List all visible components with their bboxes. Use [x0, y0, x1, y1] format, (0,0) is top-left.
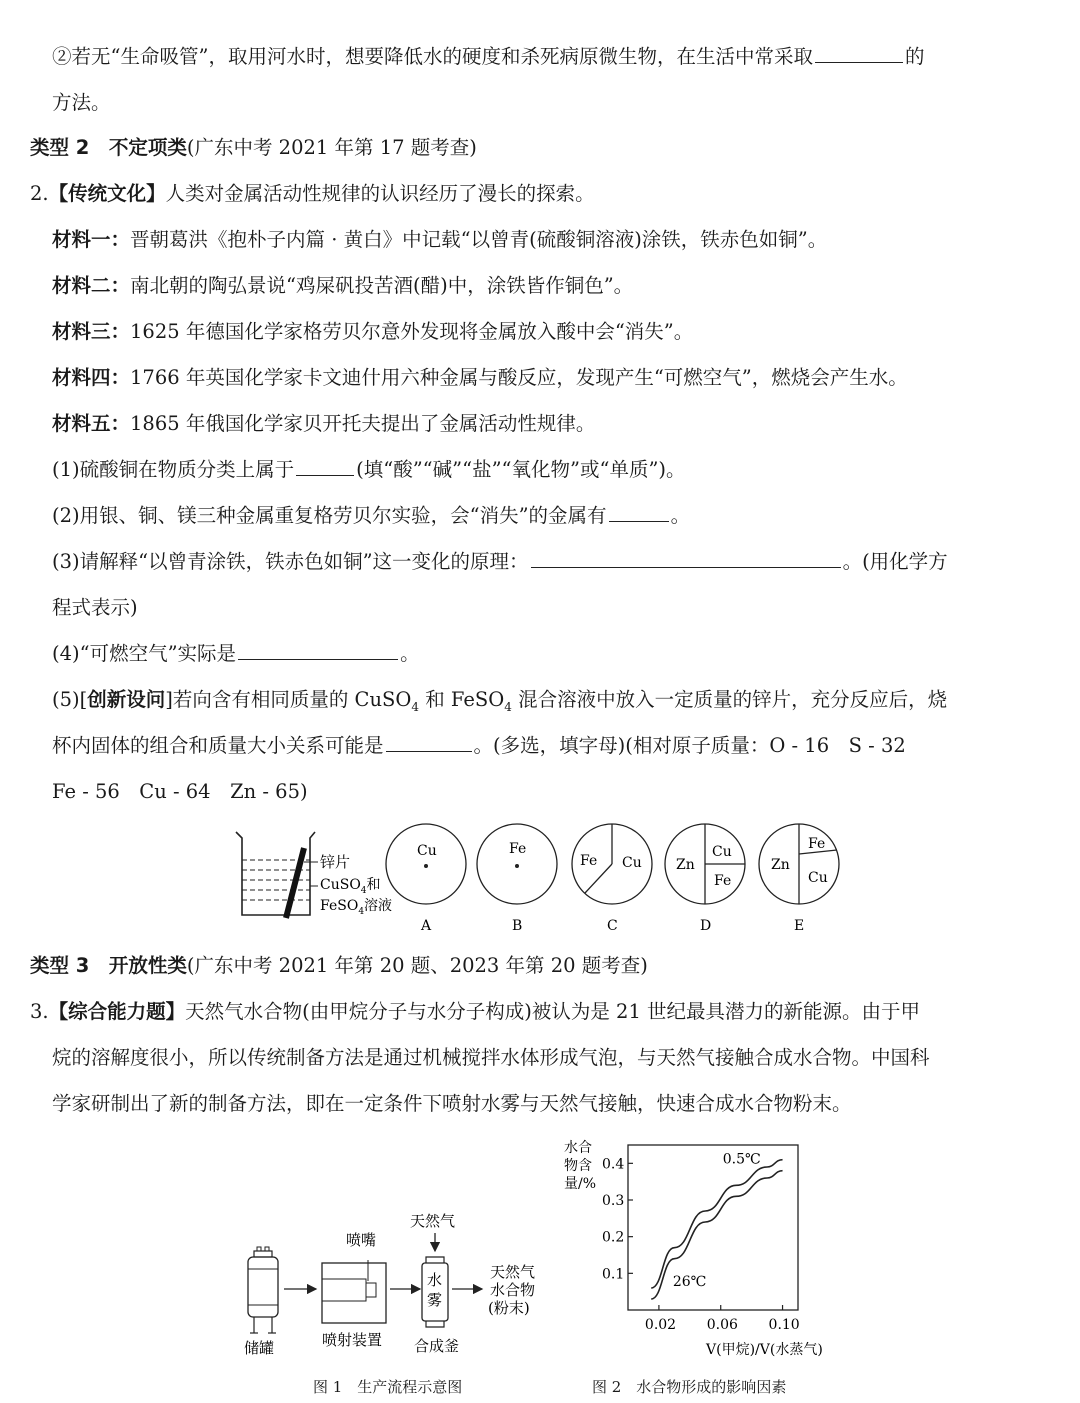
material-3: 材料三：1625 年德国化学家格劳贝尔意外发现将金属放入酸中会“消失”。 — [52, 320, 694, 343]
chart-y-label-line: 量/% — [564, 1176, 597, 1192]
figure-1-process-flow — [240, 1205, 560, 1395]
figure-2-caption: 图 2 水合物形成的影响因素 — [592, 1378, 787, 1396]
svg-text:Fe: Fe — [580, 853, 598, 869]
svg-text:Cu: Cu — [622, 855, 642, 871]
label-feso4: FeSO$_4$溶液 — [320, 898, 393, 917]
svg-text:E: E — [794, 918, 805, 934]
option-b-circle — [477, 824, 557, 934]
subquestion-5-masses: Fe - 56 Cu - 64 Zn - 65) — [52, 780, 308, 803]
chart-y-tick-label: 0.4 — [602, 1156, 625, 1173]
label-natural-gas: 天然气 — [410, 1212, 456, 1230]
chart-y-label-line: 物含 — [564, 1158, 592, 1174]
svg-text:Fe: Fe — [509, 841, 527, 857]
svg-text:B: B — [512, 918, 523, 934]
beaker-icon — [236, 832, 318, 918]
material-5: 材料五：1865 年俄国化学家贝开托夫提出了金属活动性规律。 — [52, 412, 596, 435]
svg-text:雾: 雾 — [427, 1291, 443, 1309]
label-reactor: 合成釜 — [414, 1337, 460, 1355]
svg-text:D: D — [700, 918, 712, 934]
label-product-3: (粉末) — [488, 1299, 530, 1317]
label-product-2: 水合物 — [490, 1281, 536, 1299]
sprayer-device-icon — [322, 1260, 386, 1323]
chart-x-tick-label: 0.06 — [706, 1317, 738, 1333]
label-cuso4: CuSO$_4$和 — [320, 877, 381, 896]
question-3-line-3: 学家研制出了新的制备方法，即在一定条件下喷射水雾与天然气接触，快速合成水合物粉末。 — [52, 1092, 852, 1115]
chart-axes — [628, 1145, 798, 1310]
svg-text:C: C — [607, 918, 618, 934]
figure-1-caption: 图 1 生产流程示意图 — [313, 1378, 463, 1396]
svg-text:Zn: Zn — [771, 857, 790, 873]
chart-y-tick-label: 0.1 — [602, 1266, 625, 1283]
option-c-circle — [572, 824, 652, 934]
chart-x-tick-label: 0.10 — [768, 1317, 800, 1333]
answer-blank[interactable] — [238, 641, 398, 660]
label-product-1: 天然气 — [490, 1263, 536, 1281]
figure-beaker-circles — [230, 820, 850, 935]
question-3-line-2: 烷的溶解度很小，所以传统制备方法是通过机械搅拌水体形成气泡，与天然气接触合成水合物。中国科 — [52, 1046, 930, 1069]
svg-text:Fe: Fe — [808, 836, 826, 852]
subquestion-5: (5)[创新设问]若向含有相同质量的 CuSO$_4$ 和 FeSO$_4$ 混合溶液中放入一定质量的锌片，充分反应后，烧 — [52, 688, 948, 714]
label-nozzle: 喷嘴 — [346, 1231, 377, 1249]
subquestion-2: (2)用银、铜、镁三种金属重复格劳贝尔实验，会“消失”的金属有 。 — [52, 504, 691, 527]
question-2-intro: 2.【传统文化】人类对金属活动性规律的认识经历了漫长的探索。 — [30, 182, 595, 205]
chart-series-label: 0.5℃ — [722, 1151, 761, 1168]
svg-text:Cu: Cu — [417, 843, 437, 859]
q1-line-2: 方法。 — [52, 91, 111, 114]
section-heading-type2: 类型 2 不定项类(广东中考 2021 年第 17 题考查) — [30, 136, 477, 159]
option-d-circle — [665, 824, 745, 934]
label-sprayer: 喷射装置 — [322, 1331, 383, 1349]
storage-tank-icon — [248, 1247, 278, 1333]
svg-text:水: 水 — [427, 1271, 443, 1289]
svg-text:Zn: Zn — [676, 857, 695, 873]
option-e-circle — [759, 824, 839, 934]
answer-blank[interactable] — [815, 44, 903, 63]
chart-series-line — [651, 1171, 782, 1299]
subquestion-3-cont: 程式表示) — [52, 596, 138, 619]
svg-text:Cu: Cu — [808, 870, 828, 886]
svg-text:Fe: Fe — [714, 873, 732, 889]
answer-blank[interactable] — [386, 733, 472, 752]
chart-y-label-line: 水合 — [564, 1140, 592, 1156]
answer-blank[interactable] — [609, 503, 669, 522]
subquestion-5-cont: 杯内固体的组合和质量大小关系可能是 。(多选，填字母)(相对原子质量：O - 16 S - 32 — [52, 734, 906, 757]
answer-blank[interactable] — [531, 549, 841, 568]
figure-2-chart — [556, 1132, 846, 1362]
label-tank: 储罐 — [244, 1339, 275, 1357]
material-4: 材料四：1766 年英国化学家卡文迪什用六种金属与酸反应，发现产生“可燃空气”，燃烧会产生水。 — [52, 366, 908, 389]
chart-x-tick-label: 0.02 — [644, 1317, 677, 1333]
subquestion-4: (4)“可燃空气”实际是 。 — [52, 642, 420, 665]
section-heading-type3: 类型 3 开放性类(广东中考 2021 年第 20 题、2023 年第 20 题考查) — [30, 954, 648, 977]
chart-x-label: V(甲烷)/V(水蒸气) — [706, 1342, 823, 1358]
answer-blank[interactable] — [296, 457, 354, 476]
subquestion-3: (3)请解释“以曾青涂铁，铁赤色如铜”这一变化的原理： 。(用化学方 — [52, 550, 948, 573]
material-2: 材料二：南北朝的陶弘景说“鸡屎矾投苦酒(醋)中，涂铁皆作铜色”。 — [52, 274, 634, 297]
chart-y-label — [564, 1139, 596, 1192]
svg-text:Cu: Cu — [712, 844, 732, 860]
material-1: 材料一：晋朝葛洪《抱朴子内篇 · 黄白》中记载“以曾青(硫酸铜溶液)涂铁，铁赤色如铜”。 — [52, 228, 828, 251]
option-a-circle — [386, 824, 466, 934]
question-3-line-1: 3.【综合能力题】天然气水合物(由甲烷分子与水分子构成)被认为是 21 世纪最具潜力的新能源。由于甲 — [30, 1000, 921, 1023]
subquestion-1: (1)硫酸铜在物质分类上属于 (填“酸”“碱”“盐”“氧化物”或“单质”)。 — [52, 458, 686, 481]
svg-text:A: A — [421, 918, 432, 934]
label-zinc: 锌片 — [320, 853, 351, 871]
chart-y-tick-label: 0.2 — [602, 1229, 625, 1246]
q1-line-1: ②若无“生命吸管”，取用河水时，想要降低水的硬度和杀死病原微生物，在生活中常采取 的 — [52, 45, 925, 68]
chart-y-tick-label: 0.3 — [602, 1193, 625, 1209]
chart-series-label: 26℃ — [672, 1274, 707, 1291]
